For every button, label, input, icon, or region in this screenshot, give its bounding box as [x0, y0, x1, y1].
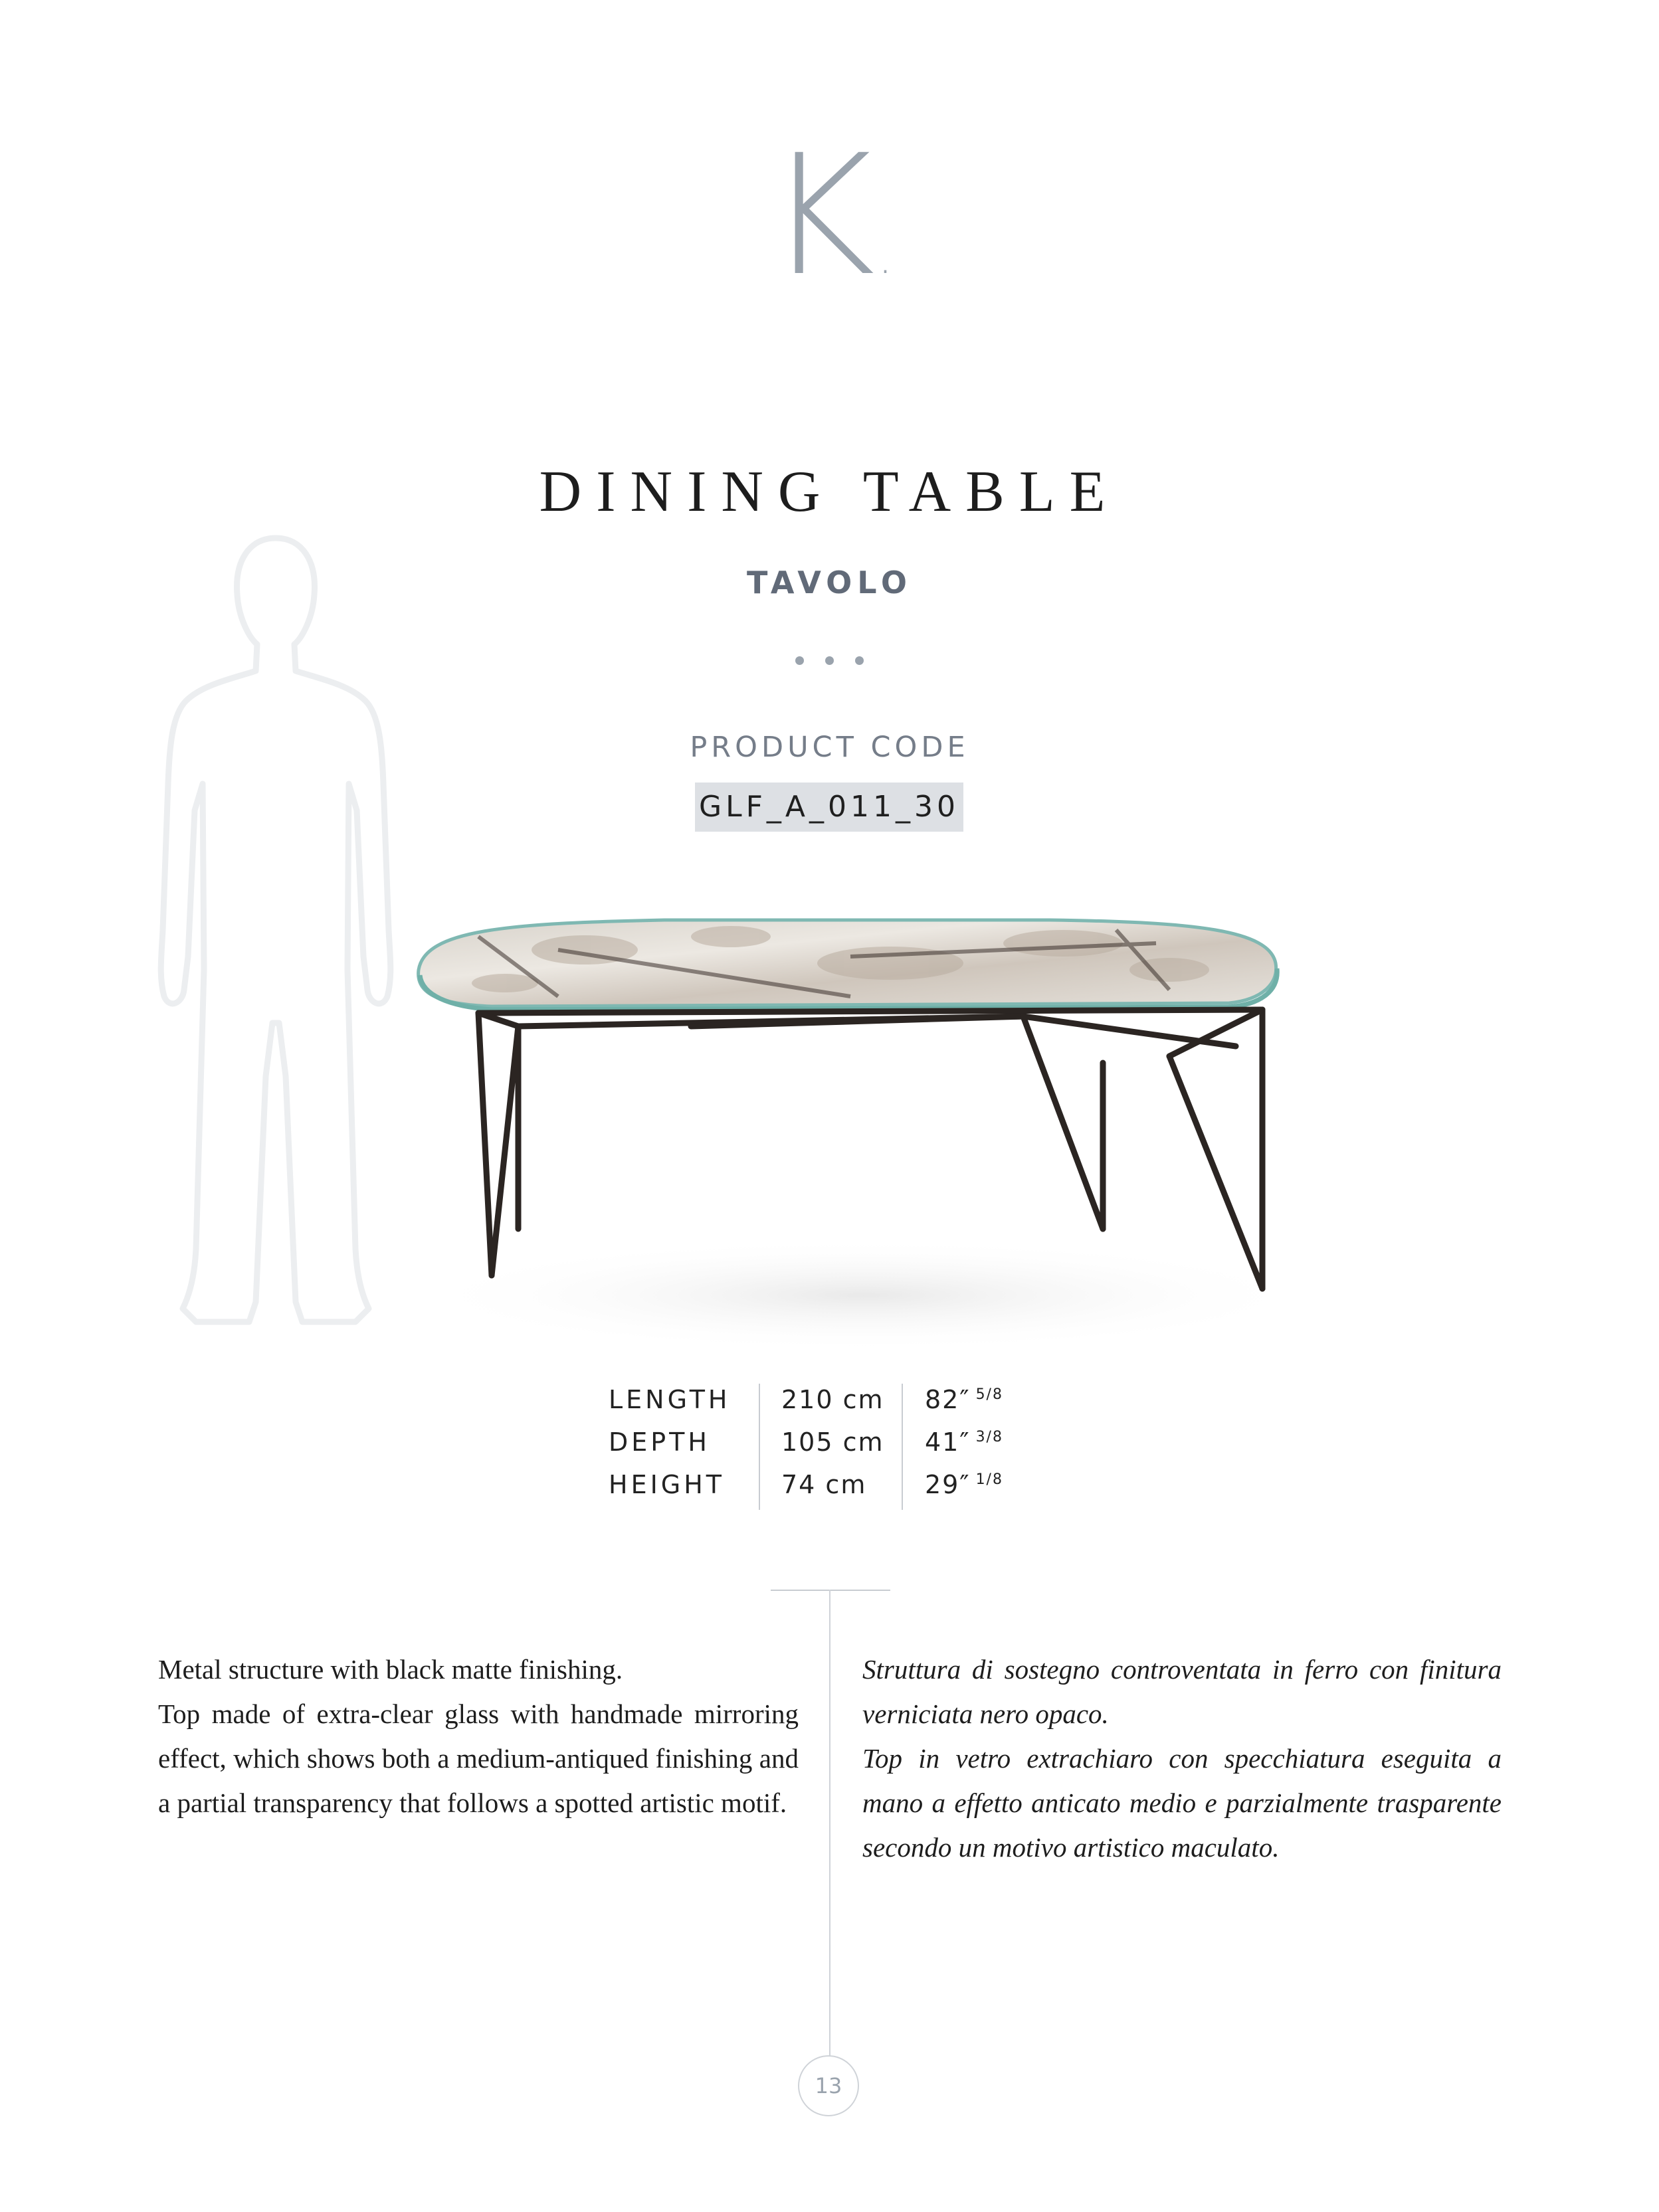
description-paragraph: Metal structure with black matte finishing.: [158, 1654, 623, 1685]
description-english: [158, 1647, 799, 1825]
dimension-row-height: [609, 1463, 1035, 1506]
inch-value: 29″: [925, 1470, 971, 1499]
dimension-label: LENGTH: [609, 1385, 731, 1414]
description-italian: [862, 1647, 1502, 1870]
dimension-cm: 74 cm: [781, 1470, 867, 1499]
dimension-cm: 210 cm: [781, 1385, 884, 1414]
product-code-badge: GLF_A_011_30: [695, 783, 963, 832]
brand-logo: [0, 119, 1659, 340]
human-silhouette-illustration: [156, 531, 395, 1335]
inch-fraction: 5/8: [975, 1386, 1003, 1404]
product-title: DINING TABLE: [539, 460, 1120, 524]
dimension-cm: 105 cm: [781, 1428, 884, 1457]
dot: [795, 656, 804, 665]
inch-value: 82″: [925, 1385, 971, 1414]
dimension-inch: [902, 1378, 1035, 1421]
dot: [855, 656, 864, 665]
description-paragraph: Top made of extra-clear glass with handmade mirroring effect, which shows both a medium-antiqued finishing and a partial transparency that follows a spotted artistic motif.: [158, 1699, 799, 1818]
inch-value: 41″: [925, 1428, 971, 1457]
dimension-label: HEIGHT: [609, 1470, 726, 1499]
product-subtitle: TAVOLO: [747, 565, 912, 600]
page-number: 13: [798, 2055, 859, 2116]
dining-table-image: [385, 890, 1342, 1355]
logo-letter: K: [766, 119, 876, 312]
inch-fraction: 3/8: [975, 1429, 1003, 1446]
dimension-inch: [902, 1463, 1035, 1506]
dot: [825, 656, 834, 665]
section-divider-horizontal: [771, 1590, 890, 1591]
logo-dot: .: [878, 230, 893, 284]
section-divider-vertical: [829, 1590, 830, 2058]
dimension-label: DEPTH: [609, 1428, 710, 1457]
product-code-label: PRODUCT CODE: [690, 731, 969, 764]
description-paragraph: Struttura di sostegno controventata in ferro con finitura verniciata nero opaco.: [862, 1654, 1502, 1729]
description-paragraph: Top in vetro extrachiaro con specchiatura eseguita a mano a effetto anticato medio e parzialmente trasparente secondo un motivo artistico maculato.: [862, 1743, 1502, 1863]
dimension-row-length: [609, 1378, 1035, 1421]
floor-shadow: [412, 1239, 1316, 1352]
dimension-inch: [902, 1421, 1035, 1463]
dimension-row-depth: [609, 1421, 1035, 1463]
inch-fraction: 1/8: [975, 1471, 1003, 1489]
dimensions-table: [609, 1378, 1035, 1506]
